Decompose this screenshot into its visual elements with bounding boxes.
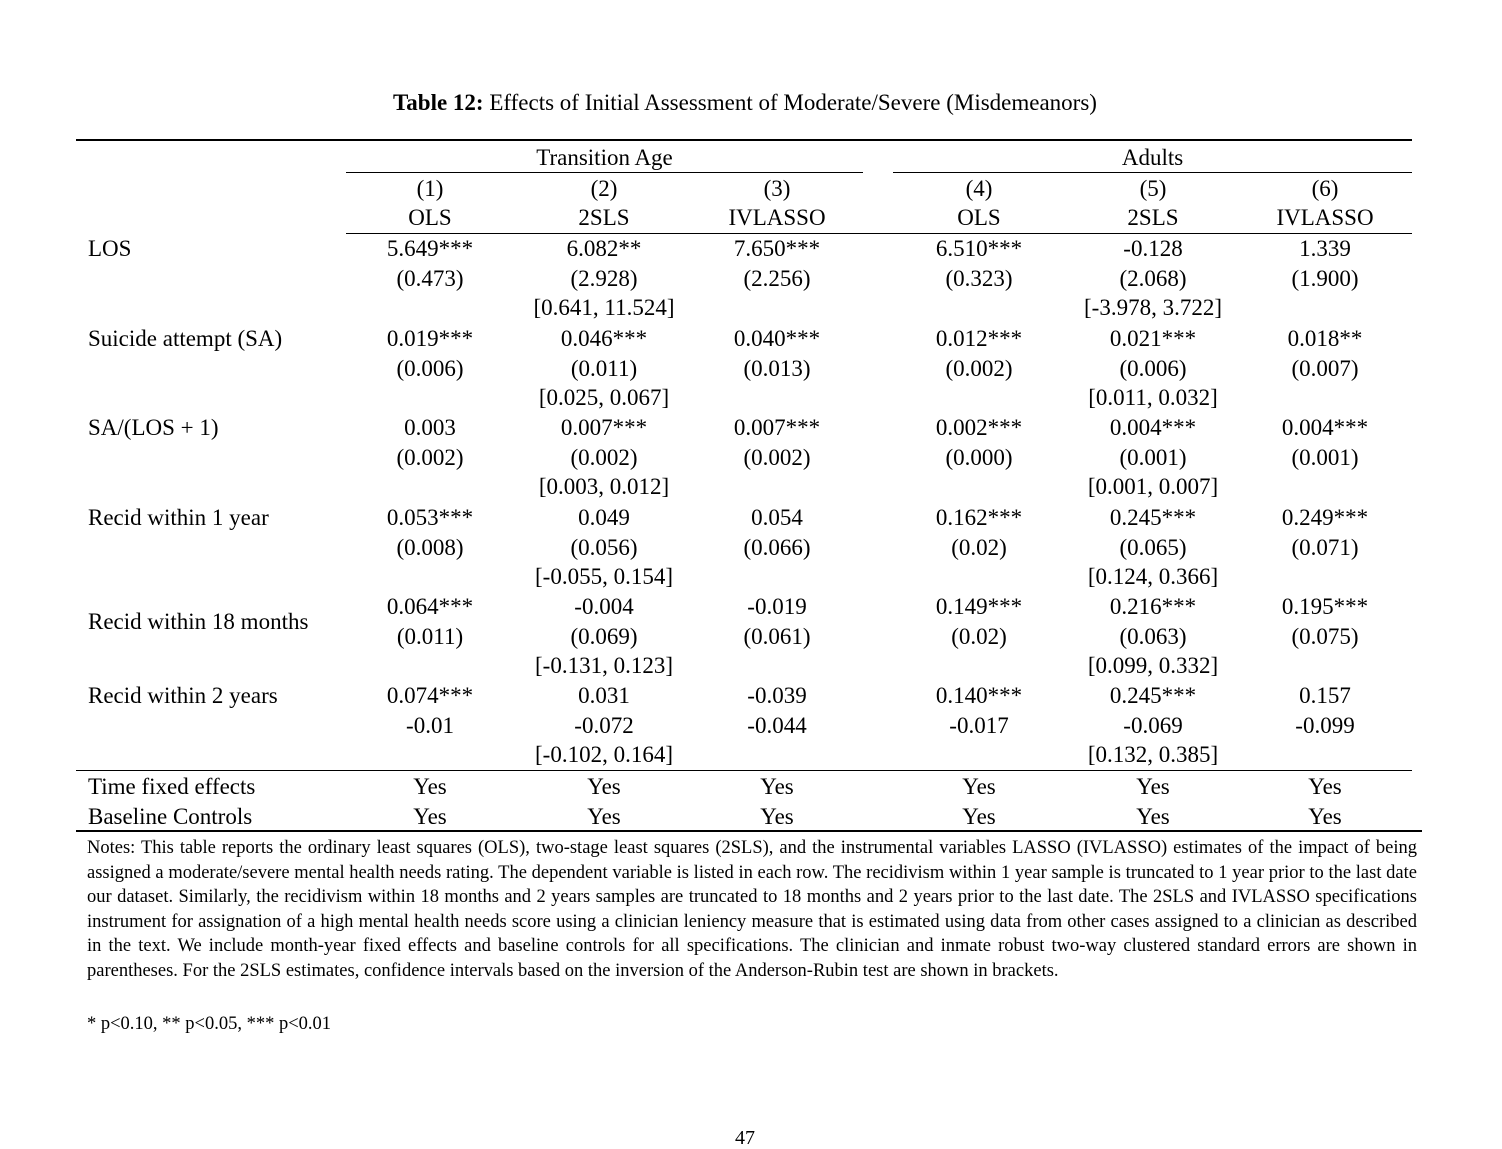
confidence-interval: [0.099, 0.332] (1087, 653, 1219, 678)
standard-error: (0.000) (945, 444, 1013, 470)
footer-value: Yes (962, 804, 996, 829)
standard-error: (0.075) (1291, 623, 1359, 649)
standard-error: (0.001) (1119, 444, 1187, 470)
row-label: LOS (88, 236, 132, 261)
standard-error: (0.008) (396, 534, 464, 560)
coefficient: 6.510*** (935, 236, 1023, 261)
standard-error: (0.061) (743, 623, 811, 649)
standard-error: (0.002) (396, 444, 464, 470)
coefficient: 0.162*** (935, 505, 1023, 530)
coefficient: 0.004*** (1109, 415, 1197, 440)
group-header-transition-age: Transition Age (536, 145, 673, 170)
standard-error: (0.056) (570, 534, 638, 560)
coefficient: 0.216*** (1109, 594, 1197, 619)
coefficient: 7.650*** (733, 236, 821, 261)
footer-value: Yes (413, 804, 447, 829)
significance-legend: * p<0.10, ** p<0.05, *** p<0.01 (87, 1014, 332, 1034)
standard-error: (0.02) (951, 534, 1007, 560)
standard-error: (0.323) (945, 265, 1013, 291)
column-number: (1) (416, 176, 444, 201)
confidence-interval: [0.641, 11.524] (533, 295, 675, 320)
column-estimator: 2SLS (1127, 205, 1179, 230)
footer-value: Yes (587, 774, 621, 799)
column-estimator: IVLASSO (728, 205, 826, 230)
row-label: Recid within 2 years (88, 683, 278, 708)
standard-error: (0.473) (396, 265, 464, 291)
coefficient: 0.007*** (560, 415, 648, 440)
footer-value: Yes (1308, 804, 1342, 829)
coefficient: 0.003 (404, 415, 456, 440)
coefficient: 0.245*** (1109, 505, 1197, 530)
confidence-interval: [-0.055, 0.154] (535, 564, 673, 589)
standard-error: (0.007) (1291, 355, 1359, 381)
table-title (0, 90, 1490, 116)
coefficient: 0.053*** (386, 505, 474, 530)
group-header-adults: Adults (1121, 145, 1184, 170)
confidence-interval: [0.132, 0.385] (1087, 742, 1219, 767)
top-rule (76, 139, 1412, 141)
standard-error: (0.02) (951, 623, 1007, 649)
standard-error: (2.256) (743, 265, 811, 291)
standard-error: (0.002) (570, 444, 638, 470)
coefficient: 0.195*** (1281, 594, 1369, 619)
confidence-interval: [-0.131, 0.123] (535, 653, 673, 678)
coefficient: 0.046*** (560, 326, 648, 351)
confidence-interval: [0.025, 0.067] (538, 385, 670, 410)
standard-error: (0.011) (396, 623, 464, 649)
row-label: Suicide attempt (SA) (88, 326, 283, 351)
table-notes: Notes: This table reports the ordinary least squares (OLS), two-stage least squares (2SLS), and the instrumental variables LASSO (IVLASSO) estimates of the impact of being assigned a moderate/severe mental health needs rating. The dependent variable is listed in each row. The recidivism within 1 year sample is truncated to 1 year prior to the last date our dataset. Similarly, the recidivism within 18 months and 2 years samples are truncated to 18 months and 2 years prior to the last date. The 2SLS and IVLASSO specifications instrument for assignation of a high mental health needs score using a clinician leniency measure that is estimated using data from other cases assigned to a clinician as described in the text. We include month-year fixed effects and baseline controls for all specifications. The clinician and inmate robust two-way clustered standard errors are shown in parentheses. For the 2SLS estimates, confidence intervals based on the inversion of the Anderson-Rubin test are shown in brackets. (87, 838, 1417, 981)
standard-error: (0.006) (1119, 355, 1187, 381)
column-number: (2) (590, 176, 618, 201)
coefficient: 1.339 (1299, 236, 1351, 261)
footer-value: Yes (760, 774, 794, 799)
standard-error: (0.071) (1291, 534, 1359, 560)
confidence-interval: [0.003, 0.012] (538, 474, 670, 499)
column-estimator: 2SLS (578, 205, 630, 230)
coefficient: 0.249*** (1281, 505, 1369, 530)
coefficient: -0.019 (747, 594, 807, 619)
standard-error: (0.066) (743, 534, 811, 560)
coefficient: -0.004 (574, 594, 634, 619)
column-number: (6) (1311, 176, 1339, 201)
coefficient: 0.040*** (733, 326, 821, 351)
standard-error: (0.065) (1119, 534, 1187, 560)
confidence-interval: [0.011, 0.032] (1088, 385, 1218, 410)
standard-error: -0.072 (574, 712, 634, 738)
coefficient: 0.012*** (935, 326, 1023, 351)
column-estimator: OLS (408, 205, 452, 230)
coefficient: 0.074*** (386, 683, 474, 708)
table-number: Table 12: (393, 90, 484, 115)
footer-row-label: Time fixed effects (88, 774, 256, 799)
coefficient: 0.021*** (1109, 326, 1197, 351)
coefficient: 5.649*** (386, 236, 474, 261)
standard-error: -0.044 (747, 712, 807, 738)
coefficient: 0.140*** (935, 683, 1023, 708)
footer-value: Yes (413, 774, 447, 799)
standard-error: -0.01 (406, 712, 454, 738)
standard-error: (0.002) (743, 444, 811, 470)
table-caption: Effects of Initial Assessment of Moderate/Severe (Misdemeanors) (489, 90, 1097, 115)
column-number: (4) (965, 176, 993, 201)
coefficient: 0.019*** (386, 326, 474, 351)
column-number: (3) (763, 176, 791, 201)
row-label: Recid within 1 year (88, 505, 269, 530)
standard-error: (0.011) (570, 355, 638, 381)
standard-error: -0.099 (1295, 712, 1355, 738)
standard-error: -0.069 (1123, 712, 1183, 738)
standard-error: (1.900) (1291, 265, 1359, 291)
standard-error: (0.006) (396, 355, 464, 381)
confidence-interval: [-0.102, 0.164] (535, 742, 673, 767)
coefficient: -0.039 (747, 683, 807, 708)
coefficient: 0.049 (578, 505, 630, 530)
standard-error: (0.002) (945, 355, 1013, 381)
standard-error: (0.069) (570, 623, 638, 649)
standard-error: (2.928) (570, 265, 638, 291)
coefficient: 0.002*** (935, 415, 1023, 440)
coefficient: 0.004*** (1281, 415, 1369, 440)
coefficient: 0.054 (751, 505, 803, 530)
coefficient: 0.018** (1287, 326, 1363, 351)
standard-error: -0.017 (949, 712, 1009, 738)
coefficient: 6.082** (566, 236, 642, 261)
row-label: SA/(LOS + 1) (88, 415, 219, 440)
column-number: (5) (1139, 176, 1167, 201)
coefficient: -0.128 (1123, 236, 1183, 261)
standard-error: (0.013) (743, 355, 811, 381)
coefficient: 0.064*** (386, 594, 474, 619)
footer-value: Yes (1136, 774, 1170, 799)
coefficient: 0.149*** (935, 594, 1023, 619)
coefficient: 0.157 (1299, 683, 1351, 708)
confidence-interval: [-3.978, 3.722] (1084, 295, 1222, 320)
column-estimator: OLS (957, 205, 1001, 230)
standard-error: (0.001) (1291, 444, 1359, 470)
column-estimator: IVLASSO (1276, 205, 1374, 230)
footer-value: Yes (760, 804, 794, 829)
footer-row-label: Baseline Controls (88, 804, 253, 829)
coefficient: 0.031 (578, 683, 630, 708)
standard-error: (0.063) (1119, 623, 1187, 649)
footer-value: Yes (962, 774, 996, 799)
body-bottom-rule (76, 770, 1412, 771)
footer-value: Yes (1136, 804, 1170, 829)
page-number: 47 (735, 1127, 755, 1149)
confidence-interval: [0.001, 0.007] (1087, 474, 1219, 499)
footer-value: Yes (587, 804, 621, 829)
row-label: Recid within 18 months (88, 609, 309, 634)
standard-error: (2.068) (1119, 265, 1187, 291)
coefficient: 0.007*** (733, 415, 821, 440)
confidence-interval: [0.124, 0.366] (1087, 564, 1219, 589)
coefficient: 0.245*** (1109, 683, 1197, 708)
footer-value: Yes (1308, 774, 1342, 799)
